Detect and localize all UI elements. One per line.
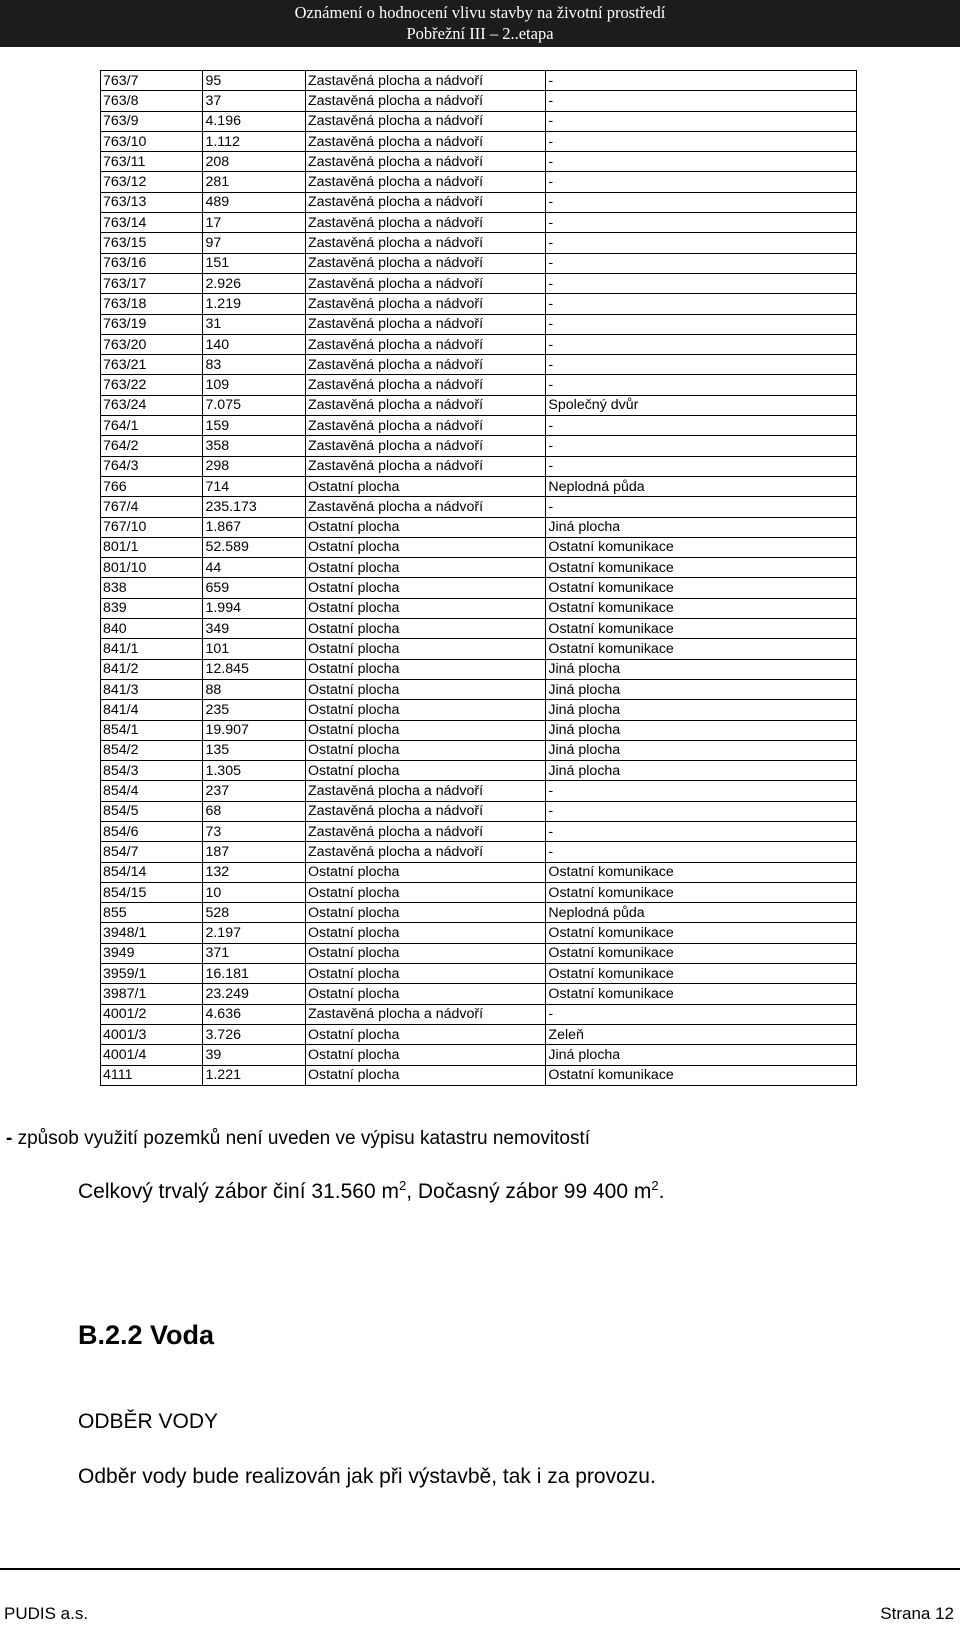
land-type-cell: Zastavěná plocha a nádvoří (305, 416, 545, 436)
land-type-cell: Ostatní plocha (305, 720, 545, 740)
table-row (101, 294, 857, 314)
area-cell: 83 (203, 355, 305, 375)
footer-company: PUDIS a.s. (4, 1604, 89, 1623)
total-occupation (78, 1178, 664, 1204)
land-type-cell: Zastavěná plocha a nádvoří (305, 233, 545, 253)
usage-cell: - (546, 416, 857, 436)
area-cell: 39 (203, 1045, 305, 1065)
parcel-number-cell: 763/18 (101, 294, 203, 314)
parcel-number-cell: 763/11 (101, 152, 203, 172)
parcel-number-cell: 839 (101, 598, 203, 618)
parcel-number-cell: 3987/1 (101, 984, 203, 1004)
table-row (101, 111, 857, 131)
area-cell: 3.726 (203, 1024, 305, 1044)
usage-cell: Ostatní komunikace (546, 862, 857, 882)
land-type-cell: Zastavěná plocha a nádvoří (305, 436, 545, 456)
usage-cell: Neplodná půda (546, 476, 857, 496)
table-row (101, 700, 857, 720)
area-cell: 95 (203, 71, 305, 91)
land-type-cell: Ostatní plocha (305, 903, 545, 923)
land-type-cell: Zastavěná plocha a nádvoří (305, 172, 545, 192)
parcel-number-cell: 763/22 (101, 375, 203, 395)
land-type-cell: Ostatní plocha (305, 943, 545, 963)
parcel-number-cell: 854/7 (101, 842, 203, 862)
area-cell: 52.589 (203, 537, 305, 557)
area-cell: 140 (203, 334, 305, 354)
parcel-number-cell: 763/7 (101, 71, 203, 91)
land-type-cell: Ostatní plocha (305, 558, 545, 578)
table-row (101, 537, 857, 557)
land-type-cell: Ostatní plocha (305, 1024, 545, 1044)
usage-cell: - (546, 456, 857, 476)
land-type-cell: Zastavěná plocha a nádvoří (305, 111, 545, 131)
area-cell: 714 (203, 476, 305, 496)
parcel-table-body (101, 71, 857, 1086)
area-cell: 31 (203, 314, 305, 334)
table-row (101, 71, 857, 91)
usage-cell: Ostatní komunikace (546, 923, 857, 943)
total-part-1: Celkový trvalý zábor činí 31.560 m (78, 1180, 399, 1203)
area-cell: 135 (203, 740, 305, 760)
land-type-cell: Ostatní plocha (305, 517, 545, 537)
land-type-cell: Ostatní plocha (305, 598, 545, 618)
area-cell: 528 (203, 903, 305, 923)
table-row (101, 213, 857, 233)
land-type-cell: Ostatní plocha (305, 679, 545, 699)
parcel-number-cell: 763/24 (101, 395, 203, 415)
area-cell: 17 (203, 213, 305, 233)
area-cell: 101 (203, 639, 305, 659)
land-type-cell: Ostatní plocha (305, 659, 545, 679)
parcel-number-cell: 854/6 (101, 821, 203, 841)
usage-cell: - (546, 334, 857, 354)
area-cell: 132 (203, 862, 305, 882)
area-cell: 659 (203, 578, 305, 598)
usage-cell: Ostatní komunikace (546, 578, 857, 598)
table-row (101, 761, 857, 781)
usage-cell: Společný dvůr (546, 395, 857, 415)
parcel-number-cell: 801/10 (101, 558, 203, 578)
usage-cell: - (546, 355, 857, 375)
land-type-cell: Zastavěná plocha a nádvoří (305, 131, 545, 151)
area-cell: 73 (203, 821, 305, 841)
usage-cell: - (546, 71, 857, 91)
usage-cell: - (546, 1004, 857, 1024)
area-cell: 1.994 (203, 598, 305, 618)
section-paragraph: Odběr vody bude realizován jak při výstavbě, tak i za provozu. (78, 1465, 656, 1488)
parcel-number-cell: 841/1 (101, 639, 203, 659)
usage-cell: - (546, 314, 857, 334)
land-type-cell: Zastavěná plocha a nádvoří (305, 497, 545, 517)
usage-cell: Ostatní komunikace (546, 984, 857, 1004)
land-type-cell: Zastavěná plocha a nádvoří (305, 91, 545, 111)
page-header (0, 0, 960, 47)
usage-cell: - (546, 821, 857, 841)
table-row (101, 882, 857, 902)
table-row (101, 334, 857, 354)
area-cell: 10 (203, 882, 305, 902)
table-row (101, 598, 857, 618)
land-type-cell: Zastavěná plocha a nádvoří (305, 821, 545, 841)
land-type-cell: Zastavěná plocha a nádvoří (305, 801, 545, 821)
area-cell: 187 (203, 842, 305, 862)
parcel-number-cell: 840 (101, 619, 203, 639)
usage-cell: Ostatní komunikace (546, 639, 857, 659)
area-cell: 68 (203, 801, 305, 821)
parcel-number-cell: 764/1 (101, 416, 203, 436)
note-text: způsob využití pozemků není uveden ve výpisu katastru nemovitostí (17, 1128, 591, 1149)
land-type-cell: Zastavěná plocha a nádvoří (305, 375, 545, 395)
land-type-cell: Zastavěná plocha a nádvoří (305, 253, 545, 273)
table-row (101, 903, 857, 923)
area-cell: 12.845 (203, 659, 305, 679)
table-row (101, 253, 857, 273)
usage-cell: - (546, 436, 857, 456)
area-cell: 1.867 (203, 517, 305, 537)
total-sup-2: 2 (651, 1178, 659, 1193)
parcel-number-cell: 766 (101, 476, 203, 496)
section-heading: B.2.2 Voda (78, 1320, 215, 1350)
table-row (101, 517, 857, 537)
land-type-cell: Ostatní plocha (305, 700, 545, 720)
table-row (101, 172, 857, 192)
area-cell: 1.221 (203, 1065, 305, 1085)
parcel-number-cell: 855 (101, 903, 203, 923)
usage-cell: Ostatní komunikace (546, 598, 857, 618)
usage-cell: Jiná plocha (546, 679, 857, 699)
table-row (101, 720, 857, 740)
parcel-number-cell: 763/14 (101, 213, 203, 233)
usage-note (6, 1128, 590, 1150)
usage-cell: Zeleň (546, 1024, 857, 1044)
table-row (101, 740, 857, 760)
parcel-number-cell: 838 (101, 578, 203, 598)
land-type-cell: Zastavěná plocha a nádvoří (305, 213, 545, 233)
usage-cell: - (546, 253, 857, 273)
area-cell: 235 (203, 700, 305, 720)
area-cell: 237 (203, 781, 305, 801)
table-row (101, 659, 857, 679)
table-row (101, 639, 857, 659)
usage-cell: - (546, 152, 857, 172)
table-row (101, 476, 857, 496)
parcel-number-cell: 764/3 (101, 456, 203, 476)
land-type-cell: Zastavěná plocha a nádvoří (305, 314, 545, 334)
usage-cell: - (546, 213, 857, 233)
area-cell: 37 (203, 91, 305, 111)
table-row (101, 578, 857, 598)
usage-cell: Ostatní komunikace (546, 558, 857, 578)
table-row (101, 984, 857, 1004)
area-cell: 2.926 (203, 273, 305, 293)
land-type-cell: Ostatní plocha (305, 740, 545, 760)
footer-page-number: Strana 12 (880, 1604, 954, 1623)
parcel-number-cell: 763/20 (101, 334, 203, 354)
table-row (101, 943, 857, 963)
usage-cell: Jiná plocha (546, 1045, 857, 1065)
area-cell: 281 (203, 172, 305, 192)
usage-cell: Jiná plocha (546, 761, 857, 781)
land-type-cell: Zastavěná plocha a nádvoří (305, 395, 545, 415)
land-type-cell: Zastavěná plocha a nádvoří (305, 355, 545, 375)
land-type-cell: Zastavěná plocha a nádvoří (305, 273, 545, 293)
parcel-table (100, 70, 857, 1086)
area-cell: 1.305 (203, 761, 305, 781)
section-subheading: ODBĚR VODY (78, 1410, 219, 1433)
usage-cell: Ostatní komunikace (546, 1065, 857, 1085)
area-cell: 208 (203, 152, 305, 172)
table-row (101, 395, 857, 415)
area-cell: 2.197 (203, 923, 305, 943)
table-row (101, 862, 857, 882)
area-cell: 159 (203, 416, 305, 436)
footer-divider (0, 1568, 960, 1570)
table-row (101, 375, 857, 395)
land-type-cell: Zastavěná plocha a nádvoří (305, 152, 545, 172)
area-cell: 44 (203, 558, 305, 578)
land-type-cell: Zastavěná plocha a nádvoří (305, 781, 545, 801)
area-cell: 371 (203, 943, 305, 963)
parcel-number-cell: 4001/4 (101, 1045, 203, 1065)
table-row (101, 273, 857, 293)
parcel-number-cell: 763/12 (101, 172, 203, 192)
usage-cell: Ostatní komunikace (546, 882, 857, 902)
table-row (101, 821, 857, 841)
land-type-cell: Ostatní plocha (305, 578, 545, 598)
usage-cell: Jiná plocha (546, 659, 857, 679)
area-cell: 4.196 (203, 111, 305, 131)
parcel-number-cell: 763/10 (101, 131, 203, 151)
land-type-cell: Zastavěná plocha a nádvoří (305, 842, 545, 862)
usage-cell: - (546, 131, 857, 151)
usage-cell: Jiná plocha (546, 700, 857, 720)
parcel-number-cell: 763/9 (101, 111, 203, 131)
usage-cell: - (546, 192, 857, 212)
table-row (101, 801, 857, 821)
land-type-cell: Ostatní plocha (305, 476, 545, 496)
parcel-number-cell: 801/1 (101, 537, 203, 557)
table-row (101, 842, 857, 862)
usage-cell: - (546, 91, 857, 111)
usage-cell: - (546, 375, 857, 395)
table-row (101, 314, 857, 334)
land-type-cell: Ostatní plocha (305, 537, 545, 557)
area-cell: 298 (203, 456, 305, 476)
usage-cell: Neplodná půda (546, 903, 857, 923)
total-sup-1: 2 (398, 1178, 407, 1193)
total-part-3: . (658, 1180, 665, 1203)
total-part-2: , Dočasný zábor 99 400 m (406, 1180, 652, 1203)
table-row (101, 1065, 857, 1085)
parcel-number-cell: 854/2 (101, 740, 203, 760)
header-subtitle: Pobřežní III – 2..etapa (406, 24, 554, 43)
parcel-number-cell: 854/5 (101, 801, 203, 821)
usage-cell: - (546, 801, 857, 821)
usage-cell: - (546, 497, 857, 517)
table-row (101, 1024, 857, 1044)
land-type-cell: Ostatní plocha (305, 964, 545, 984)
parcel-number-cell: 3949 (101, 943, 203, 963)
parcel-number-cell: 4001/3 (101, 1024, 203, 1044)
area-cell: 16.181 (203, 964, 305, 984)
land-type-cell: Ostatní plocha (305, 619, 545, 639)
usage-cell: Ostatní komunikace (546, 943, 857, 963)
parcel-number-cell: 854/14 (101, 862, 203, 882)
land-type-cell: Ostatní plocha (305, 862, 545, 882)
parcel-number-cell: 763/15 (101, 233, 203, 253)
table-row (101, 1004, 857, 1024)
land-type-cell: Zastavěná plocha a nádvoří (305, 1004, 545, 1024)
area-cell: 358 (203, 436, 305, 456)
table-row (101, 233, 857, 253)
table-row (101, 781, 857, 801)
usage-cell: Jiná plocha (546, 740, 857, 760)
parcel-number-cell: 3959/1 (101, 964, 203, 984)
land-type-cell: Ostatní plocha (305, 1045, 545, 1065)
parcel-number-cell: 4111 (101, 1065, 203, 1085)
parcel-number-cell: 3948/1 (101, 923, 203, 943)
parcel-number-cell: 763/21 (101, 355, 203, 375)
usage-cell: - (546, 111, 857, 131)
land-type-cell: Ostatní plocha (305, 984, 545, 1004)
area-cell: 151 (203, 253, 305, 273)
parcel-number-cell: 763/17 (101, 273, 203, 293)
usage-cell: - (546, 842, 857, 862)
table-row (101, 91, 857, 111)
parcel-number-cell: 854/1 (101, 720, 203, 740)
parcel-number-cell: 841/4 (101, 700, 203, 720)
parcel-number-cell: 4001/2 (101, 1004, 203, 1024)
land-type-cell: Zastavěná plocha a nádvoří (305, 71, 545, 91)
area-cell: 23.249 (203, 984, 305, 1004)
usage-cell: - (546, 781, 857, 801)
area-cell: 19.907 (203, 720, 305, 740)
usage-cell: Ostatní komunikace (546, 619, 857, 639)
land-type-cell: Ostatní plocha (305, 882, 545, 902)
table-row (101, 355, 857, 375)
header-title: Oznámení o hodnocení vlivu stavby na životní prostředí (294, 3, 666, 22)
land-type-cell: Zastavěná plocha a nádvoří (305, 456, 545, 476)
usage-cell: - (546, 273, 857, 293)
land-type-cell: Ostatní plocha (305, 639, 545, 659)
land-type-cell: Zastavěná plocha a nádvoří (305, 192, 545, 212)
area-cell: 7.075 (203, 395, 305, 415)
parcel-number-cell: 841/3 (101, 679, 203, 699)
table-row (101, 619, 857, 639)
parcel-number-cell: 841/2 (101, 659, 203, 679)
area-cell: 97 (203, 233, 305, 253)
land-type-cell: Ostatní plocha (305, 1065, 545, 1085)
land-type-cell: Ostatní plocha (305, 923, 545, 943)
table-row (101, 456, 857, 476)
parcel-number-cell: 764/2 (101, 436, 203, 456)
land-type-cell: Zastavěná plocha a nádvoří (305, 334, 545, 354)
area-cell: 4.636 (203, 1004, 305, 1024)
table-row (101, 923, 857, 943)
usage-cell: Jiná plocha (546, 517, 857, 537)
table-row (101, 1045, 857, 1065)
area-cell: 235.173 (203, 497, 305, 517)
table-row (101, 964, 857, 984)
area-cell: 489 (203, 192, 305, 212)
area-cell: 349 (203, 619, 305, 639)
parcel-number-cell: 763/16 (101, 253, 203, 273)
table-row (101, 131, 857, 151)
usage-cell: - (546, 233, 857, 253)
parcel-number-cell: 854/3 (101, 761, 203, 781)
table-row (101, 416, 857, 436)
table-row (101, 436, 857, 456)
area-cell: 1.219 (203, 294, 305, 314)
usage-cell: - (546, 294, 857, 314)
parcel-number-cell: 767/10 (101, 517, 203, 537)
table-row (101, 679, 857, 699)
parcel-number-cell: 854/15 (101, 882, 203, 902)
parcel-number-cell: 763/13 (101, 192, 203, 212)
land-type-cell: Ostatní plocha (305, 761, 545, 781)
usage-cell: Jiná plocha (546, 720, 857, 740)
land-type-cell: Zastavěná plocha a nádvoří (305, 294, 545, 314)
area-cell: 1.112 (203, 131, 305, 151)
parcel-number-cell: 763/19 (101, 314, 203, 334)
usage-cell: - (546, 172, 857, 192)
note-dash: - (6, 1128, 13, 1149)
usage-cell: Ostatní komunikace (546, 537, 857, 557)
table-row (101, 192, 857, 212)
table-row (101, 152, 857, 172)
parcel-number-cell: 767/4 (101, 497, 203, 517)
parcel-number-cell: 763/8 (101, 91, 203, 111)
area-cell: 109 (203, 375, 305, 395)
usage-cell: Ostatní komunikace (546, 964, 857, 984)
table-row (101, 558, 857, 578)
area-cell: 88 (203, 679, 305, 699)
table-row (101, 497, 857, 517)
parcel-number-cell: 854/4 (101, 781, 203, 801)
